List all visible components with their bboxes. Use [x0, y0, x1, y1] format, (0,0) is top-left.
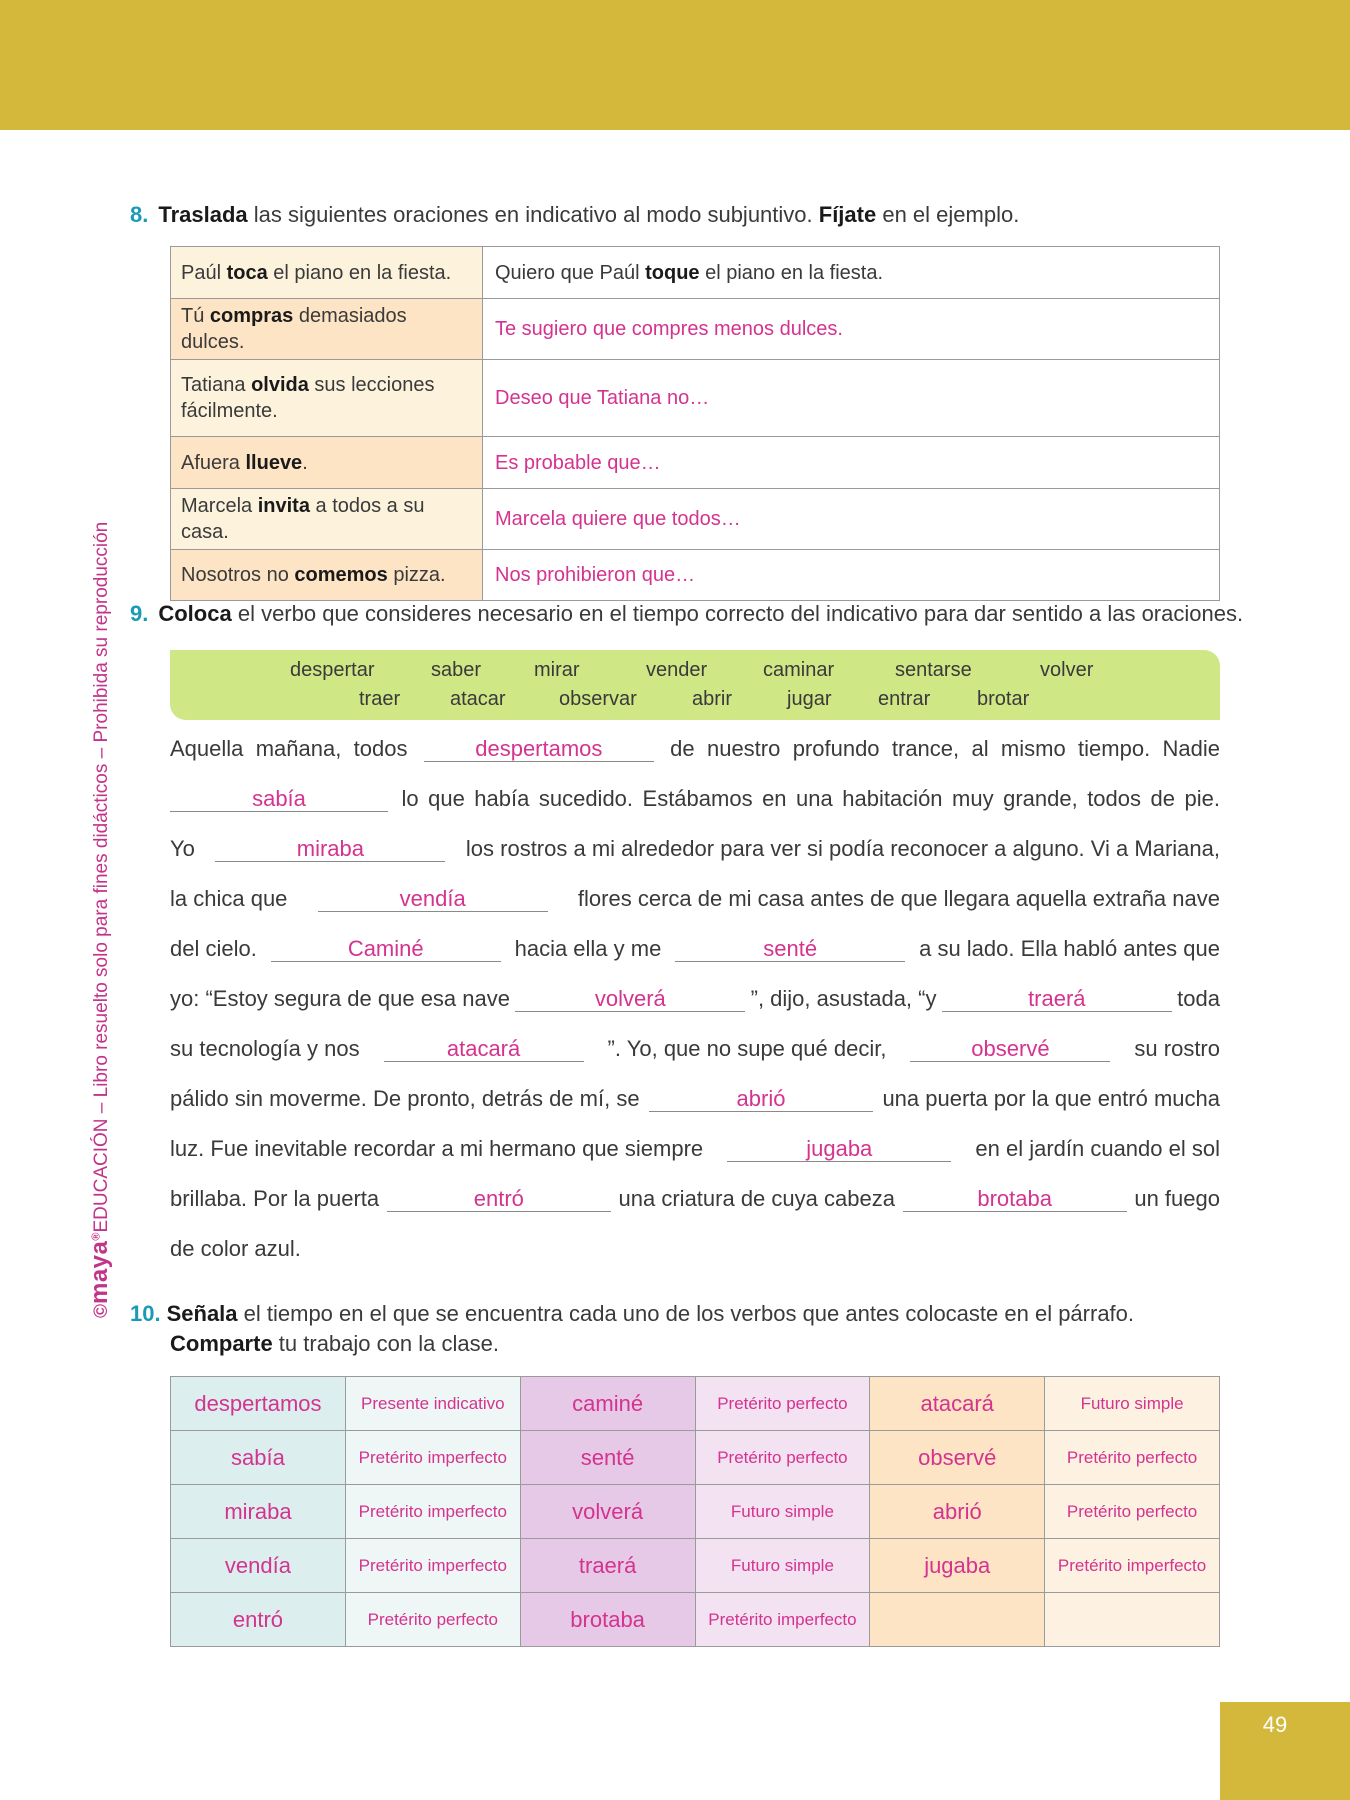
instruction-verb: Fíjate: [818, 202, 877, 227]
tense-cell: Pretérito imperfecto: [695, 1593, 870, 1647]
tense-cell: Futuro simple: [695, 1539, 870, 1593]
answer-blank[interactable]: despertamos: [424, 737, 654, 762]
side-credit: [86, 522, 114, 1318]
indicative-sentence: Marcela invita a todos a su casa.: [171, 489, 483, 550]
verb-cell: miraba: [171, 1485, 346, 1539]
table-row: [171, 437, 1220, 489]
table-row: [171, 1377, 1220, 1431]
word-bank-item: abrir: [692, 688, 733, 710]
table-row: [171, 1431, 1220, 1485]
paragraph-line: sabía lo que había sucedido. Estábamos en una habitación muy grande, todos de pie.: [170, 786, 1220, 836]
tense-cell: Presente indicativo: [345, 1377, 520, 1431]
exercise-9-instruction: [130, 600, 1243, 628]
exercise-10-table: [170, 1376, 1220, 1647]
header-band: [0, 0, 1350, 130]
word-bank-item: despertar: [290, 659, 375, 681]
subjunctive-example: Quiero que Paúl toque el piano en la fiesta.: [483, 247, 1220, 299]
word-bank-item: traer: [359, 688, 401, 710]
indicative-sentence: Tú compras demasiados dulces.: [171, 299, 483, 360]
instruction-verb: Señala: [166, 1301, 238, 1326]
exercise-number: 9.: [130, 601, 149, 626]
tense-cell: Pretérito perfecto: [1045, 1431, 1220, 1485]
instruction-verb: Comparte: [170, 1331, 273, 1356]
instruction-text: las siguientes oraciones en indicativo al modo subjuntivo.: [247, 202, 819, 227]
verb-cell: senté: [520, 1431, 695, 1485]
instruction-verb: Coloca: [158, 601, 232, 626]
tense-cell: Pretérito perfecto: [345, 1593, 520, 1647]
answer-blank[interactable]: abrió: [649, 1087, 873, 1112]
answer-blank[interactable]: sabía: [170, 787, 388, 812]
paragraph-line: de color azul.: [170, 1236, 301, 1261]
credit-text: EDUCACIÓN – Libro resuelto solo para fines didácticos – Prohibida su reproducción: [91, 521, 112, 1233]
tense-cell: [1045, 1593, 1220, 1647]
answer-blank[interactable]: brotaba: [903, 1187, 1127, 1212]
answer-blank[interactable]: miraba: [215, 837, 445, 862]
tense-cell: Futuro simple: [1045, 1377, 1220, 1431]
exercise-number: 10.: [130, 1301, 161, 1326]
instruction-text: en el ejemplo.: [876, 202, 1020, 227]
answer-blank[interactable]: traerá: [942, 987, 1172, 1012]
paragraph-line: brillaba. Por la puerta entró una criatura de cuya cabeza brotaba un fuego: [170, 1186, 1220, 1211]
verb-cell: [870, 1593, 1045, 1647]
table-row: [171, 1485, 1220, 1539]
word-bank-item: brotar: [977, 688, 1030, 710]
answer-blank[interactable]: entró: [387, 1187, 611, 1212]
table-row: [171, 299, 1220, 360]
verb-cell: despertamos: [171, 1377, 346, 1431]
word-bank-item: entrar: [878, 688, 931, 710]
subjunctive-answer: Marcela quiere que todos…: [483, 489, 1220, 550]
table-row: [171, 550, 1220, 601]
verb-cell: observé: [870, 1431, 1045, 1485]
paragraph-line: Aquella mañana, todos despertamos de nuestro profundo trance, al mismo tiempo. Nadie: [170, 736, 1220, 761]
instruction-text: el verbo que consideres necesario en el tiempo correcto del indicativo para dar sentido a las oraciones.: [231, 601, 1244, 626]
exercise-number: 8.: [130, 202, 149, 227]
tense-cell: Pretérito perfecto: [695, 1377, 870, 1431]
subjunctive-answer: Es probable que…: [483, 437, 1220, 489]
table-row: [171, 489, 1220, 550]
indicative-sentence: Nosotros no comemos pizza.: [171, 550, 483, 601]
subjunctive-answer: Deseo que Tatiana no…: [483, 360, 1220, 437]
word-bank-item: volver: [1040, 659, 1094, 681]
instruction-verb: Traslada: [158, 202, 248, 227]
verb-cell: brotaba: [520, 1593, 695, 1647]
table-row: [171, 1593, 1220, 1647]
word-bank-item: vender: [646, 659, 708, 681]
instruction-text: tu trabajo con la clase.: [272, 1331, 499, 1356]
tense-cell: Pretérito imperfecto: [345, 1485, 520, 1539]
indicative-sentence: Paúl toca el piano en la fiesta.: [171, 247, 483, 299]
word-bank-item: atacar: [450, 688, 506, 710]
exercise-10-instruction-cont: [170, 1330, 499, 1358]
instruction-text: el tiempo en el que se encuentra cada uno de los verbos que antes colocaste en el párrafo.: [237, 1301, 1135, 1326]
table-row: [171, 1539, 1220, 1593]
paragraph-line: Yo miraba los rostros a mi alrededor para ver si podía reconocer a alguno. Vi a Mariana,: [170, 836, 1220, 861]
word-bank-item: jugar: [787, 688, 832, 710]
table-row: [171, 247, 1220, 299]
indicative-sentence: Afuera llueve.: [171, 437, 483, 489]
answer-blank[interactable]: atacará: [384, 1037, 584, 1062]
subjunctive-answer: Te sugiero que compres menos dulces.: [483, 299, 1220, 360]
tense-cell: Pretérito perfecto: [1045, 1485, 1220, 1539]
answer-blank[interactable]: jugaba: [727, 1137, 951, 1162]
verb-cell: jugaba: [870, 1539, 1045, 1593]
word-bank-item: observar: [559, 688, 637, 710]
answer-blank[interactable]: volverá: [515, 987, 745, 1012]
verb-cell: entró: [171, 1593, 346, 1647]
exercise-8-instruction: [130, 201, 1019, 229]
table-row: [171, 360, 1220, 437]
brand-logo: maya: [86, 1240, 113, 1304]
paragraph-line: su tecnología y nos atacará ”. Yo, que no supe qué decir, observé su rostro: [170, 1036, 1220, 1061]
cloze-paragraph: [170, 736, 1220, 1286]
tense-cell: Pretérito imperfecto: [345, 1539, 520, 1593]
paragraph-line: del cielo. Caminé hacia ella y me senté a su lado. Ella habló antes que: [170, 936, 1220, 961]
subjunctive-answer: Nos prohibieron que…: [483, 550, 1220, 601]
paragraph-line: yo: “Estoy segura de que esa nave volverá ”, dijo, asustada, “y traerá toda: [170, 986, 1220, 1011]
word-bank-item: sentarse: [895, 659, 972, 681]
paragraph-line: la chica que vendía flores cerca de mi casa antes de que llegara aquella extraña nave: [170, 886, 1220, 911]
verb-cell: abrió: [870, 1485, 1045, 1539]
tense-cell: Pretérito imperfecto: [1045, 1539, 1220, 1593]
answer-blank[interactable]: observé: [910, 1037, 1110, 1062]
copyright-symbol: ©: [91, 1304, 112, 1318]
page-number: 49: [1220, 1702, 1350, 1800]
verb-cell: vendía: [171, 1539, 346, 1593]
answer-blank[interactable]: Caminé: [271, 937, 501, 962]
verb-cell: atacará: [870, 1377, 1045, 1431]
indicative-sentence: Tatiana olvida sus lecciones fácilmente.: [171, 360, 483, 437]
verb-cell: sabía: [171, 1431, 346, 1485]
word-bank-item: caminar: [763, 659, 835, 681]
exercise-8-table: [170, 246, 1220, 601]
word-bank: [170, 650, 1220, 720]
exercise-10-instruction: [130, 1300, 1220, 1328]
word-bank-item: mirar: [534, 659, 580, 681]
paragraph-line: pálido sin moverme. De pronto, detrás de mí, se abrió una puerta por la que entró mucha: [170, 1086, 1220, 1111]
tense-cell: Pretérito perfecto: [695, 1431, 870, 1485]
verb-cell: traerá: [520, 1539, 695, 1593]
word-bank-item: saber: [431, 659, 482, 681]
verb-cell: volverá: [520, 1485, 695, 1539]
answer-blank[interactable]: senté: [675, 937, 905, 962]
answer-blank[interactable]: vendía: [318, 887, 548, 912]
tense-cell: Futuro simple: [695, 1485, 870, 1539]
paragraph-line: luz. Fue inevitable recordar a mi hermano que siempre jugaba en el jardín cuando el sol: [170, 1136, 1220, 1161]
tense-cell: Pretérito imperfecto: [345, 1431, 520, 1485]
registered-symbol: ®: [90, 1232, 103, 1241]
verb-cell: caminé: [520, 1377, 695, 1431]
